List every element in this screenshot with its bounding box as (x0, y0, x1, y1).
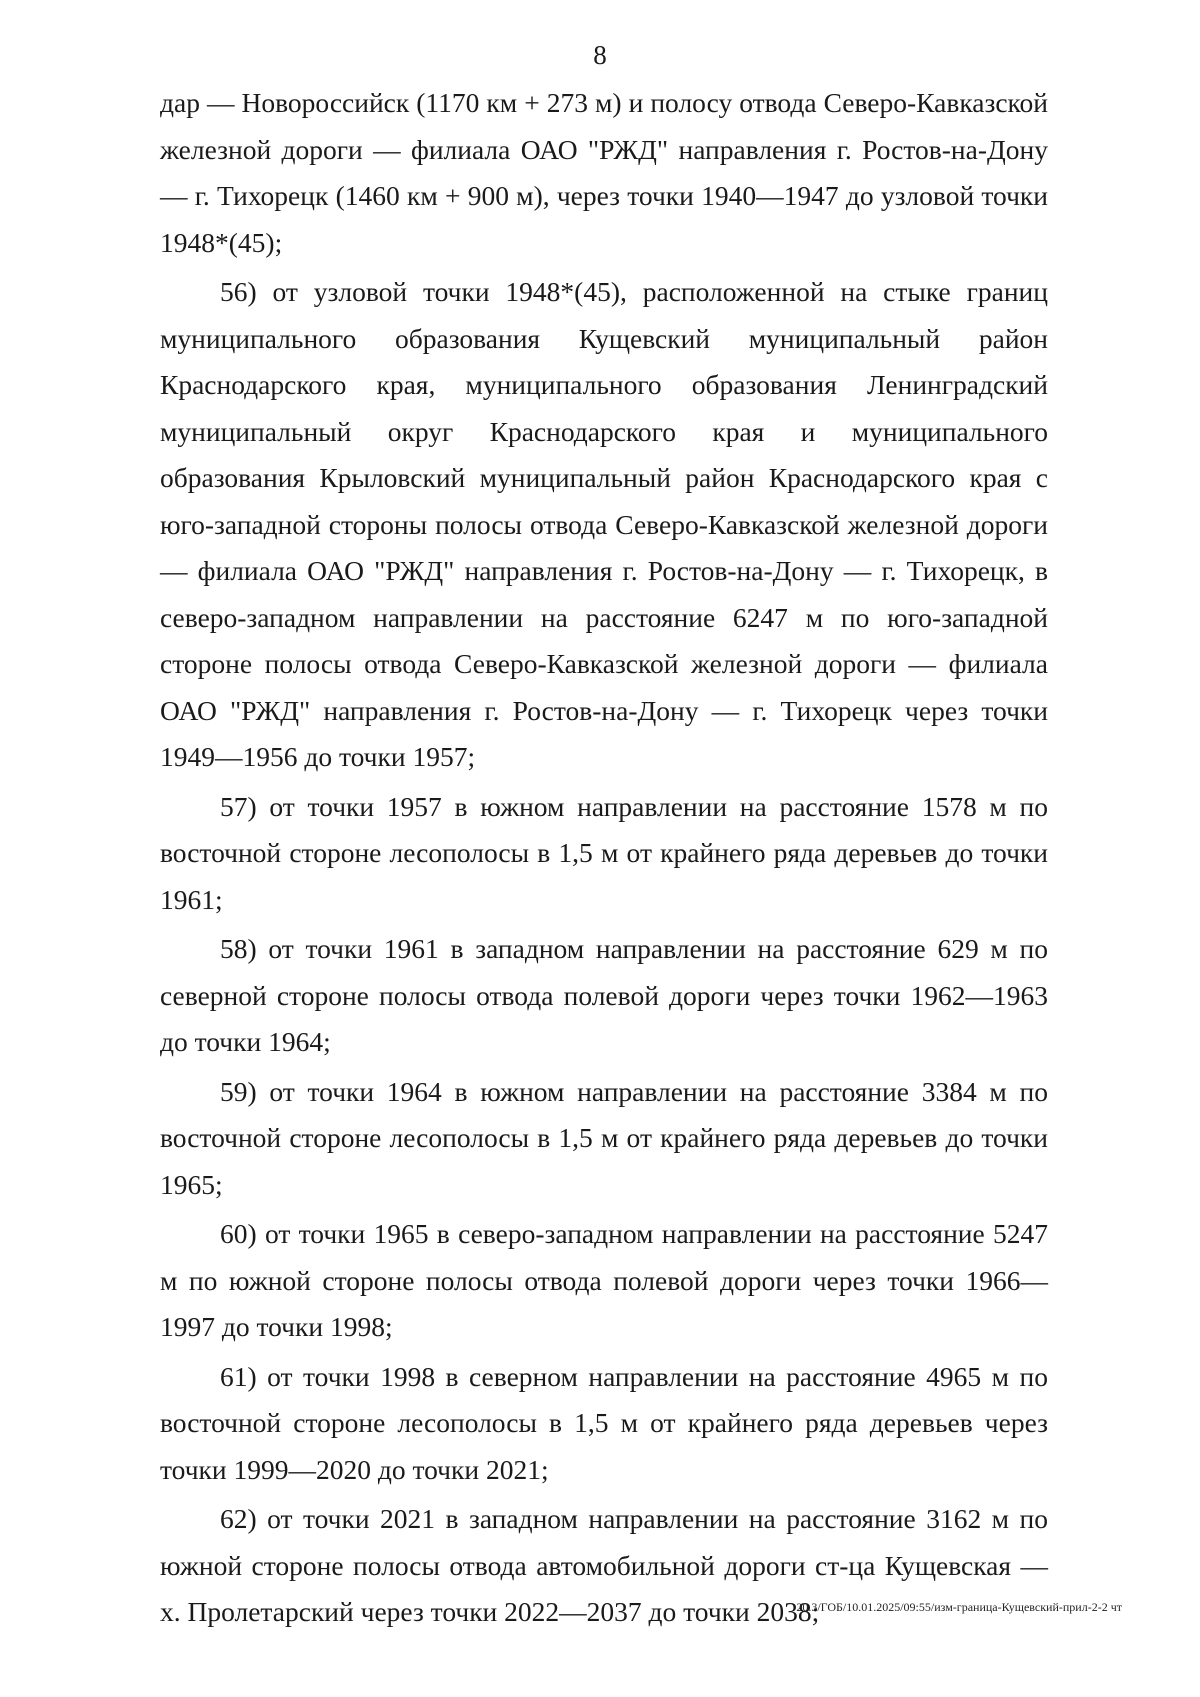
document-body (160, 80, 1048, 1639)
paragraph-item-58: 58) от точки 1961 в западном направлении на расстояние 629 м по северной стороне полосы отвода полевой дороги через точки 1962—1963 до точки 1964; (160, 933, 1048, 1057)
paragraph-item-57: 57) от точки 1957 в южном направлении на расстояние 1578 м по восточной стороне лесополосы в 1,5 м от крайнего ряда деревьев до точки 1961; (160, 790, 1048, 915)
page-number: 8 (593, 40, 607, 70)
paragraph-item-59: 59) от точки 1964 в южном направлении на расстояние 3384 м по восточной стороне лесополосы в 1,5 м от крайнего ряда деревьев до точки 1965; (160, 1075, 1048, 1200)
paragraph-item-60: 60) от точки 1965 в северо-западном направлении на расстояние 5247 м по южной стороне полосы отвода полевой дороги через точки 1966—1997 до точки 1998; (160, 1218, 1048, 1342)
paragraph-item-56: 56) от узловой точки 1948*(45), расположенной на стыке границ муниципального образования Кущевский муниципальный район Краснодарского края, муниципального образования Ленинградский муниципальный округ Краснодарского края и муниципального образования Крыловский муниципальный район Краснодарского края с юго-западной стороны полосы отвода Северо-Кавказской железной дороги — филиала ОАО "РЖД" направления г. Ростов-на-Дону — г. Тихорецк, в северо-западном направлении на расстояние 6247 м по юго-западной стороне полосы отвода Северо-Кавказской железной дороги — филиала ОАО "РЖД" направления г. Ростов-на-Дону — г. Тихорецк через точки 1949—1956 до точки 1957; (160, 276, 1048, 772)
document-footer-code: 20.3/ГОБ/10.01.2025/09:55/изм-граница-Кущевский-прил-2-2 чт (796, 1600, 1122, 1614)
paragraph-continuation: дар — Новороссийск (1170 км + 273 м) и полосу отвода Северо-Кавказской железной дороги — филиала ОАО "РЖД" направления г. Ростов-на-Дону — г. Тихорецк (1460 км + 900 м), через точки 1940—1947 до узловой точки 1948*(45); (160, 87, 1048, 258)
paragraph-item-62: 62) от точки 2021 в западном направлении на расстояние 3162 м по южной стороне полосы отвода автомобильной дороги ст-ца Кущевская — х. Пролетарский через точки 2022—2037 до точки 2038; (160, 1503, 1048, 1627)
paragraph-item-61: 61) от точки 1998 в северном направлении на расстояние 4965 м по восточной стороне лесополосы в 1,5 м от крайнего ряда деревьев через точки 1999—2020 до точки 2021; (160, 1360, 1048, 1485)
